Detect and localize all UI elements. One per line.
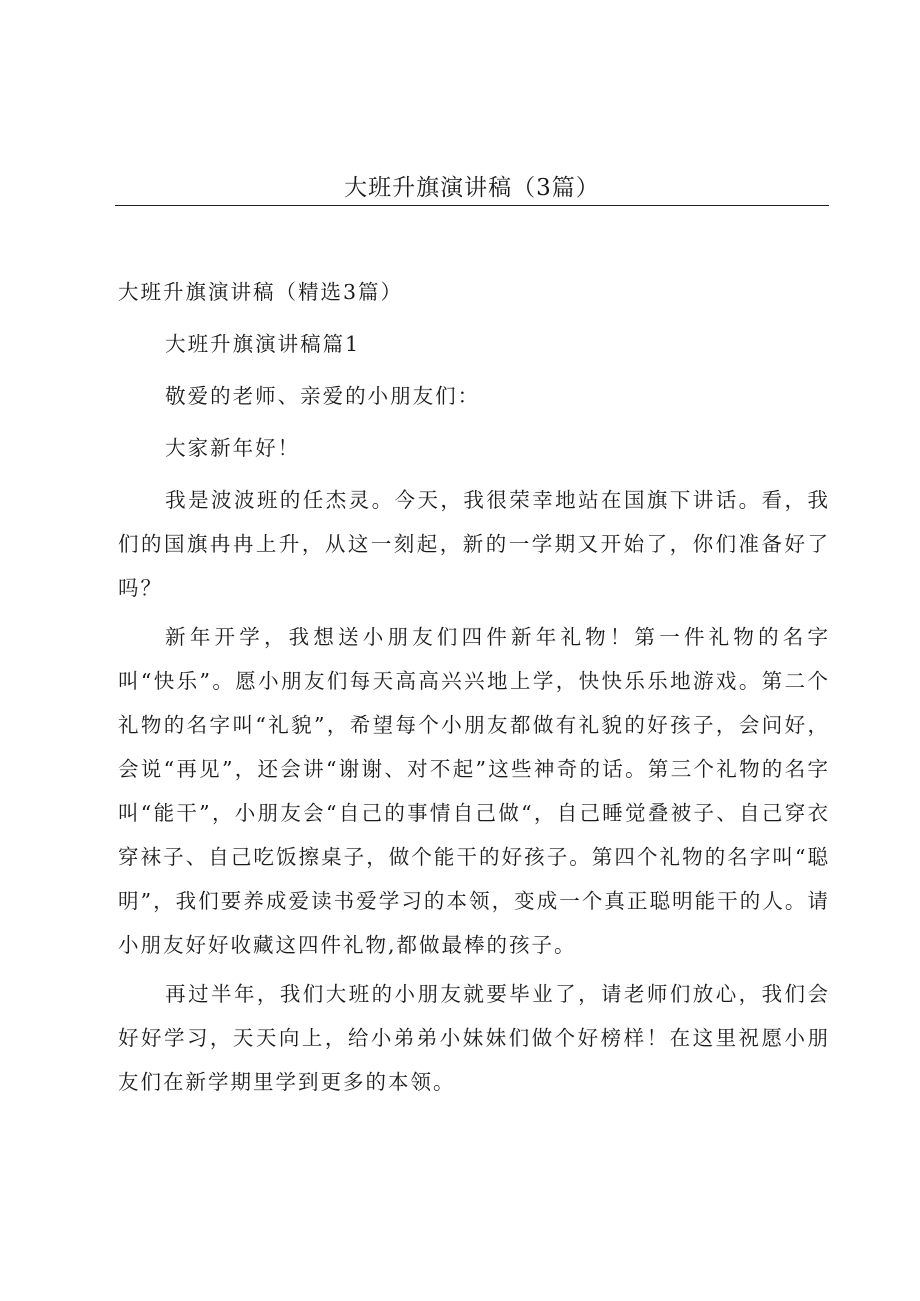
title-underline: [115, 205, 829, 206]
page-title: 大班升旗演讲稿（3篇）: [344, 175, 600, 201]
document-heading: 大班升旗演讲稿（精选3篇）: [118, 280, 404, 304]
paragraph-closing: 再过半年，我们大班的小朋友就要毕业了，请老师们放心，我们会好好学习，天天向上，给小弟弟小妹妹们做个好榜样！在这里祝愿小朋友们在新学期里学到更多的本领。: [118, 982, 830, 1094]
paragraph-intro: 我是波波班的任杰灵。今天，我很荣幸地站在国旗下讲话。看，我们的国旗冉冉上升，从这一刻起，新的一学期又开始了，你们准备好了吗？: [118, 488, 830, 600]
section-title: 大班升旗演讲稿篇1: [165, 332, 361, 356]
salutation: 敬爱的老师、亲爱的小朋友们：: [165, 384, 481, 408]
greeting: 大家新年好！: [165, 436, 301, 460]
paragraph-gifts: 新年开学，我想送小朋友们四件新年礼物！第一件礼物的名字叫“快乐”。愿小朋友们每天高高兴兴地上学，快快乐乐地游戏。第二个礼物的名字叫“礼貌”，希望每个小朋友都做有礼貌的好孩子，会问好，会说“再见”，还会讲“谢谢、对不起”这些神奇的话。第三个礼物的名字叫“能干”，小朋友会“自己的事情自己做“，自己睡觉叠被子、自己穿衣穿袜子、自己吃饭擦桌子，做个能干的好孩子。第四个礼物的名字叫“聪明”，我们要养成爱读书爱学习的本领，变成一个真正聪明能干的人。请小朋友好好收藏这四件礼物,都做最棒的孩子。: [118, 625, 830, 957]
document-body: [118, 278, 830, 1104]
